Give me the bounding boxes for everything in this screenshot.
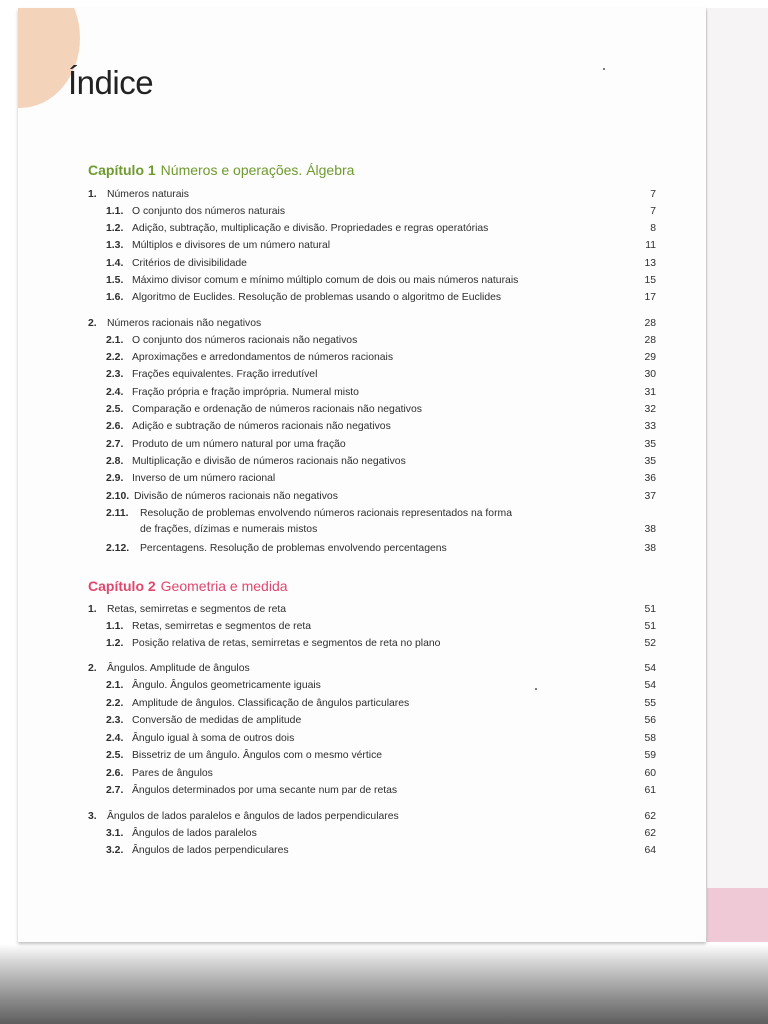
toc-subsection[interactable]: [88, 731, 656, 747]
toc-subsection[interactable]: [88, 678, 656, 694]
subsection-title-continuation: de frações, dízimas e numerais mistos: [140, 524, 318, 535]
subsection-title: O conjunto dos números naturais: [132, 206, 286, 217]
subsection-title: O conjunto dos números racionais não negativos: [132, 335, 358, 346]
toc-subsection[interactable]: [88, 256, 656, 272]
page-number: 7: [650, 189, 656, 200]
toc-subsection[interactable]: [88, 333, 656, 349]
page-number: 29: [644, 352, 656, 363]
toc-subsection[interactable]: [88, 437, 656, 453]
chapter-heading-2: [88, 578, 288, 594]
page-number: 56: [644, 715, 656, 726]
subsection-number: 1.6.: [106, 292, 124, 303]
page-number: 11: [645, 240, 656, 251]
page-number: 8: [650, 223, 656, 234]
subsection-title: Conversão de medidas de amplitude: [132, 715, 302, 726]
page-number: 51: [644, 621, 656, 632]
chapter-title: Geometria e medida: [160, 578, 288, 594]
page-number: 28: [644, 335, 656, 346]
page-number: 64: [644, 845, 656, 856]
page-number: 59: [644, 750, 656, 761]
subsection-title: Pares de ângulos: [132, 768, 213, 779]
subsection-number: 2.4.: [106, 387, 124, 398]
scan-speck: [535, 688, 537, 690]
page-number: 54: [644, 680, 656, 691]
toc-subsection[interactable]: [88, 204, 656, 220]
subsection-title: Retas, semirretas e segmentos de reta: [132, 621, 312, 632]
toc-section[interactable]: [88, 316, 656, 332]
subsection-title: Inverso de um número racional: [132, 473, 276, 484]
page-number: 62: [644, 828, 656, 839]
toc-subsection[interactable]: [88, 748, 656, 764]
subsection-title: Comparação e ordenação de números racionais não negativos: [132, 404, 422, 415]
page-number: 60: [644, 768, 656, 779]
page-number: 7: [650, 206, 656, 217]
subsection-number: 1.2.: [106, 638, 124, 649]
section-number: 2.: [88, 663, 97, 674]
chapter-title: Números e operações. Álgebra: [160, 162, 355, 178]
subsection-number: 1.2.: [106, 223, 124, 234]
toc-subsection[interactable]: [88, 273, 656, 289]
subsection-number: 2.5.: [106, 404, 124, 415]
section-number: 2.: [88, 318, 97, 329]
subsection-number: 1.4.: [106, 258, 124, 269]
toc-subsection[interactable]: [88, 489, 656, 505]
toc-subsection[interactable]: [88, 766, 656, 782]
subsection-title: Ângulo. Ângulos geometricamente iguais: [132, 680, 321, 691]
subsection-number: 2.9.: [106, 473, 124, 484]
toc-subsection[interactable]: [88, 290, 656, 306]
subsection-number: 1.5.: [106, 275, 124, 286]
subsection-number: 2.3.: [106, 715, 124, 726]
page-number: 54: [644, 663, 656, 674]
subsection-number: 1.1.: [106, 206, 124, 217]
subsection-title: Frações equivalentes. Fração irredutível: [132, 369, 318, 380]
subsection-number: 2.1.: [106, 680, 124, 691]
page-number: 51: [644, 604, 656, 615]
subsection-number: 2.6.: [106, 421, 124, 432]
subsection-number: 2.5.: [106, 750, 124, 761]
page-number: 62: [644, 811, 656, 822]
subsection-number: 2.3.: [106, 369, 124, 380]
section-number: 1.: [88, 604, 97, 615]
subsection-title: Multiplicação e divisão de números racionais não negativos: [132, 456, 406, 467]
toc-subsection[interactable]: [88, 350, 656, 366]
page-number: 31: [644, 387, 656, 398]
page-number: 35: [644, 439, 656, 450]
page-number: 33: [644, 421, 656, 432]
subsection-title: Adição, subtração, multiplicação e divisão. Propriedades e regras operatórias: [132, 223, 489, 234]
toc-subsection[interactable]: [88, 454, 656, 470]
page-number: 37: [644, 491, 656, 502]
toc-subsection[interactable]: [88, 619, 656, 635]
page-number: 38: [644, 543, 656, 554]
page-number: 32: [644, 404, 656, 415]
subsection-title: Ângulos de lados perpendiculares: [132, 845, 289, 856]
subsection-title: Múltiplos e divisores de um número natural: [132, 240, 331, 251]
subsection-title: Ângulos de lados paralelos: [132, 828, 257, 839]
page-number: 13: [644, 258, 656, 269]
subsection-number: 3.2.: [106, 845, 124, 856]
page-title: Índice: [68, 64, 154, 101]
section-title: Números naturais: [107, 189, 190, 200]
subsection-number: 2.6.: [106, 768, 124, 779]
toc-section[interactable]: [88, 661, 656, 677]
subsection-title: Posição relativa de retas, semirretas e segmentos de reta no plano: [132, 638, 441, 649]
toc-subsection[interactable]: [88, 419, 656, 435]
section-title: Números racionais não negativos: [107, 318, 262, 329]
subsection-title: Resolução de problemas envolvendo números racionais representados na forma: [140, 508, 512, 519]
page-number: 61: [644, 785, 656, 796]
subsection-number: 2.7.: [106, 785, 124, 796]
page-number: 55: [644, 698, 656, 709]
document-page: [18, 8, 706, 942]
chapter-heading-1: [88, 162, 354, 178]
page-number: 30: [644, 369, 656, 380]
page-number: 38: [644, 524, 656, 535]
subsection-number: 1.3.: [106, 240, 124, 251]
subsection-title: Amplitude de ângulos. Classificação de ângulos particulares: [132, 698, 410, 709]
toc-subsection[interactable]: [88, 696, 656, 712]
section-title: Retas, semirretas e segmentos de reta: [107, 604, 287, 615]
section-number: 3.: [88, 811, 97, 822]
section-number: 1.: [88, 189, 97, 200]
subsection-number: 1.1.: [106, 621, 124, 632]
section-title: Ângulos. Amplitude de ângulos: [107, 663, 250, 674]
subsection-number: 2.4.: [106, 733, 124, 744]
pink-tab: [707, 888, 768, 942]
chapter-number: Capítulo 1: [88, 162, 156, 178]
subsection-number: 2.12.: [106, 543, 130, 554]
subsection-number: 2.1.: [106, 335, 124, 346]
subsection-title: Divisão de números racionais não negativos: [134, 491, 338, 502]
toc-subsection[interactable]: [88, 367, 656, 383]
subsection-title: Ângulo igual à soma de outros dois: [132, 733, 295, 744]
subsection-number: 2.2.: [106, 352, 124, 363]
toc-subsection[interactable]: [88, 402, 656, 418]
section-title: Ângulos de lados paralelos e ângulos de lados perpendiculares: [107, 811, 399, 822]
subsection-title: Percentagens. Resolução de problemas envolvendo percentagens: [140, 543, 447, 554]
subsection-title: Adição e subtração de números racionais não negativos: [132, 421, 391, 432]
toc-subsection[interactable]: [88, 221, 656, 237]
toc-subsection[interactable]: [88, 506, 656, 538]
toc-subsection[interactable]: [88, 713, 656, 729]
subsection-number: 3.1.: [106, 828, 124, 839]
subsection-title: Fração própria e fração imprópria. Numeral misto: [132, 387, 359, 398]
page-number: 36: [644, 473, 656, 484]
toc-subsection[interactable]: [88, 636, 656, 652]
toc-section[interactable]: [88, 602, 656, 618]
subsection-title: Produto de um número natural por uma fração: [132, 439, 346, 450]
page-number: 17: [644, 292, 656, 303]
scan-speck: [603, 68, 605, 70]
toc-subsection[interactable]: [88, 385, 656, 401]
toc-subsection[interactable]: [88, 783, 656, 799]
toc-subsection[interactable]: [88, 843, 656, 859]
page-number: 28: [644, 318, 656, 329]
page-number: 35: [644, 456, 656, 467]
subsection-title: Bissetriz de um ângulo. Ângulos com o mesmo vértice: [132, 750, 383, 761]
page-number: 52: [644, 638, 656, 649]
subsection-title: Aproximações e arredondamentos de números racionais: [132, 352, 394, 363]
subsection-title: Critérios de divisibilidade: [132, 258, 247, 269]
subsection-number: 2.11.: [106, 508, 129, 519]
subsection-title: Máximo divisor comum e mínimo múltiplo comum de dois ou mais números naturais: [132, 275, 519, 286]
subsection-title: Algoritmo de Euclides. Resolução de problemas usando o algoritmo de Euclides: [132, 292, 502, 303]
subsection-number: 2.7.: [106, 439, 124, 450]
facing-page-edge: [706, 8, 768, 942]
toc-subsection[interactable]: [88, 471, 656, 487]
subsection-number: 2.8.: [106, 456, 124, 467]
toc-subsection[interactable]: [88, 238, 656, 254]
toc-section[interactable]: [88, 187, 656, 203]
subsection-title: Ângulos determinados por uma secante num par de retas: [132, 785, 398, 796]
page-number: 58: [644, 733, 656, 744]
toc-section[interactable]: [88, 809, 656, 825]
subsection-number: 2.2.: [106, 698, 124, 709]
toc-subsection[interactable]: [88, 826, 656, 842]
subsection-number: 2.10.: [106, 491, 130, 502]
toc-subsection[interactable]: [88, 541, 656, 557]
chapter-number: Capítulo 2: [88, 578, 156, 594]
page-number: 15: [644, 275, 656, 286]
